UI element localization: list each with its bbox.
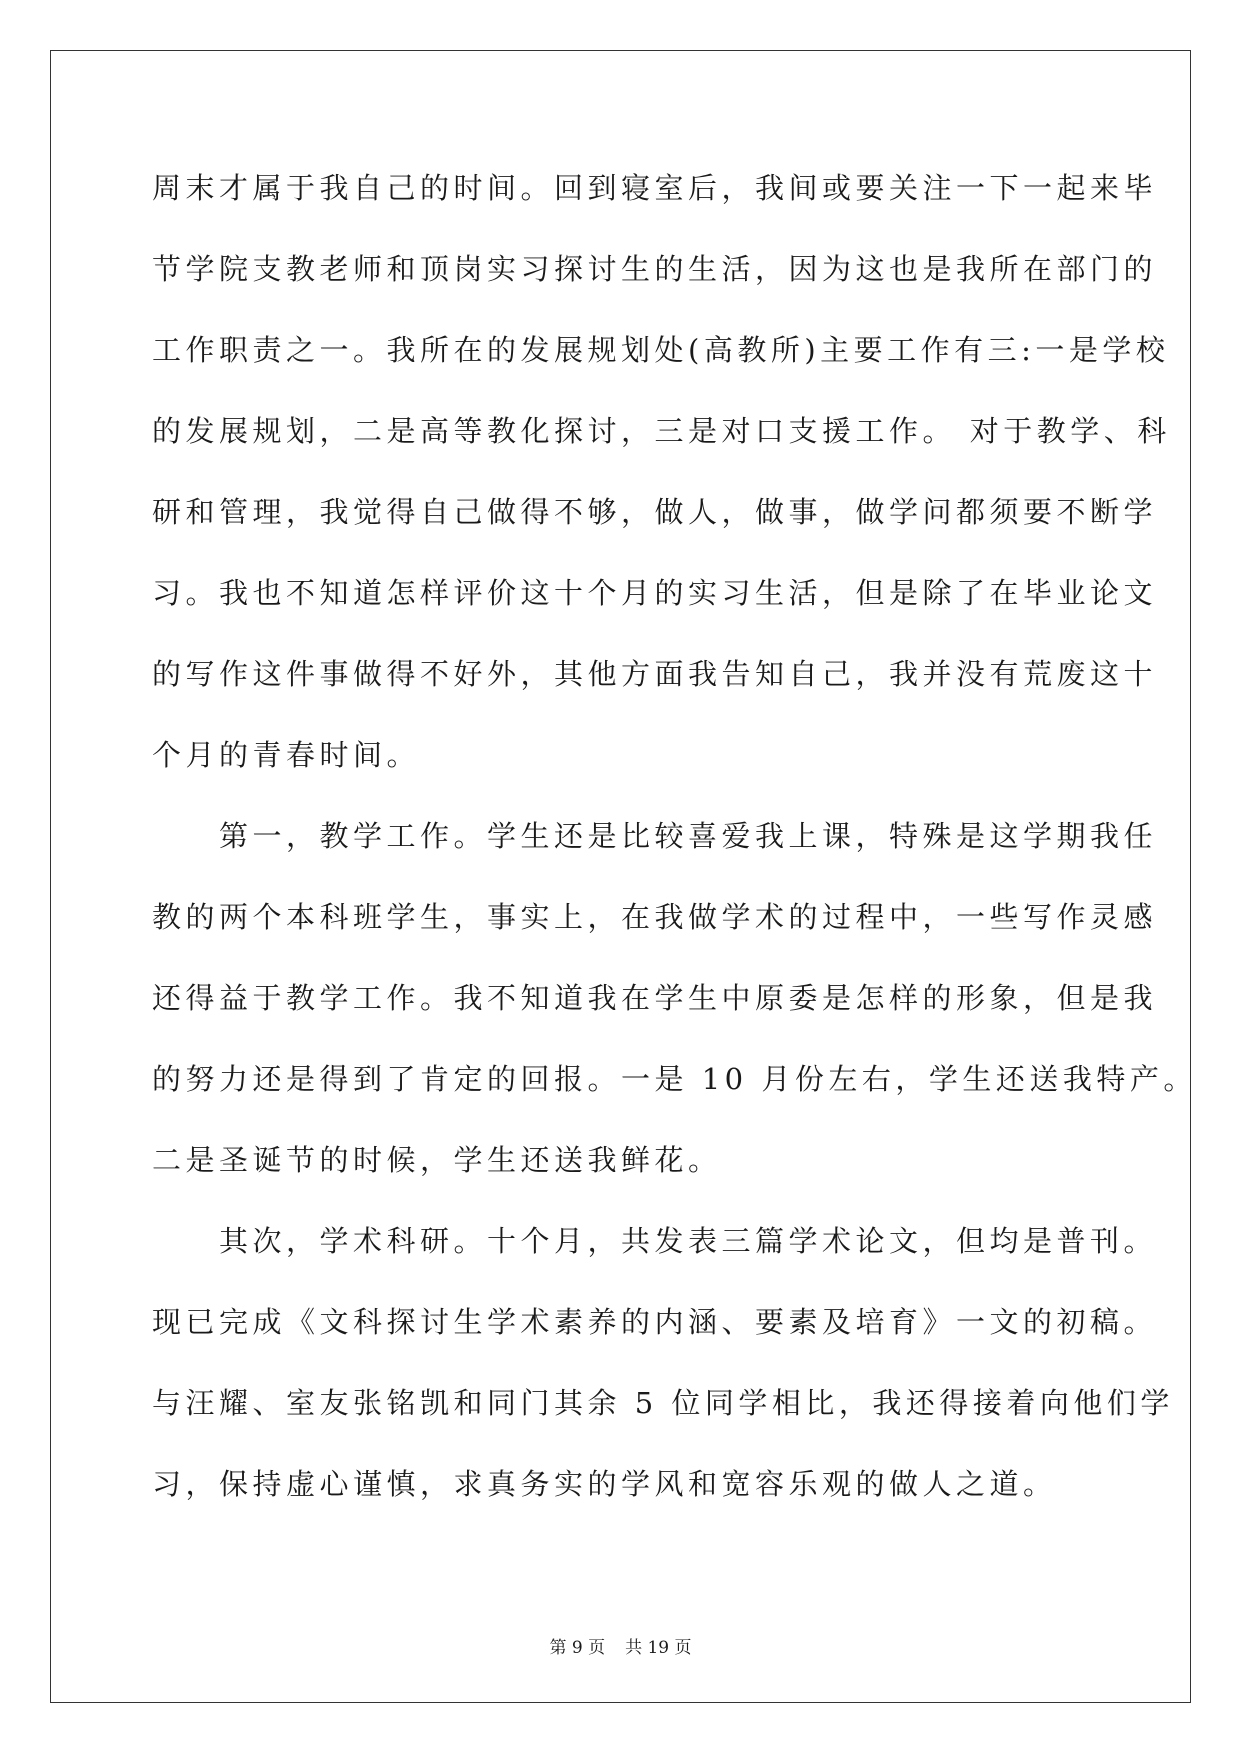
text-line: 研和管理，我觉得自己做得不够，做人，做事，做学问都须要不断学 (152, 495, 1158, 529)
text-line: 工作职责之一。我所在的发展规划处(高教所)主要工作有三:一是学校 (152, 333, 1170, 367)
text-line: 二是圣诞节的时候，学生还送我鲜花。 (152, 1143, 722, 1177)
text-line: 还得益于教学工作。我不知道我在学生中原委是怎样的形象，但是我 (152, 981, 1158, 1015)
text-line: 与汪耀、室友张铭凯和同门其余 5 位同学相比，我还得接着向他们学 (152, 1386, 1174, 1420)
text-line: 周末才属于我自己的时间。回到寝室后，我间或要关注一下一起来毕 (152, 171, 1158, 205)
text-line: 习，保持虚心谨慎，求真务实的学风和宽容乐观的做人之道。 (152, 1467, 1057, 1501)
text-line: 节学院支教老师和顶岗实习探讨生的生活，因为这也是我所在部门的 (152, 252, 1158, 286)
page-frame (50, 50, 1191, 1703)
text-line: 习。我也不知道怎样评价这十个月的实习生活，但是除了在毕业论文 (152, 576, 1158, 610)
text-line: 的发展规划，二是高等教化探讨，三是对口支援工作。 对于教学、科 (152, 414, 1171, 448)
text-line: 的写作这件事做得不好外，其他方面我告知自己，我并没有荒废这十 (152, 657, 1158, 691)
page-footer (0, 1633, 1241, 1658)
text-line: 的努力还是得到了肯定的回报。一是 10 月份左右，学生还送我特产。 (152, 1062, 1197, 1096)
text-line: 其次，学术科研。十个月，共发表三篇学术论文，但均是普刊。 (152, 1224, 1158, 1258)
text-line: 个月的青春时间。 (152, 738, 421, 772)
page-number: 第 9 页 (549, 1638, 606, 1658)
page-total: 共 19 页 (625, 1638, 692, 1658)
text-line: 第一，教学工作。学生还是比较喜爱我上课，特殊是这学期我任 (152, 819, 1158, 853)
text-line: 现已完成《文科探讨生学术素养的内涵、要素及培育》一文的初稿。 (152, 1305, 1158, 1339)
text-line: 教的两个本科班学生，事实上，在我做学术的过程中，一些写作灵感 (152, 900, 1158, 934)
